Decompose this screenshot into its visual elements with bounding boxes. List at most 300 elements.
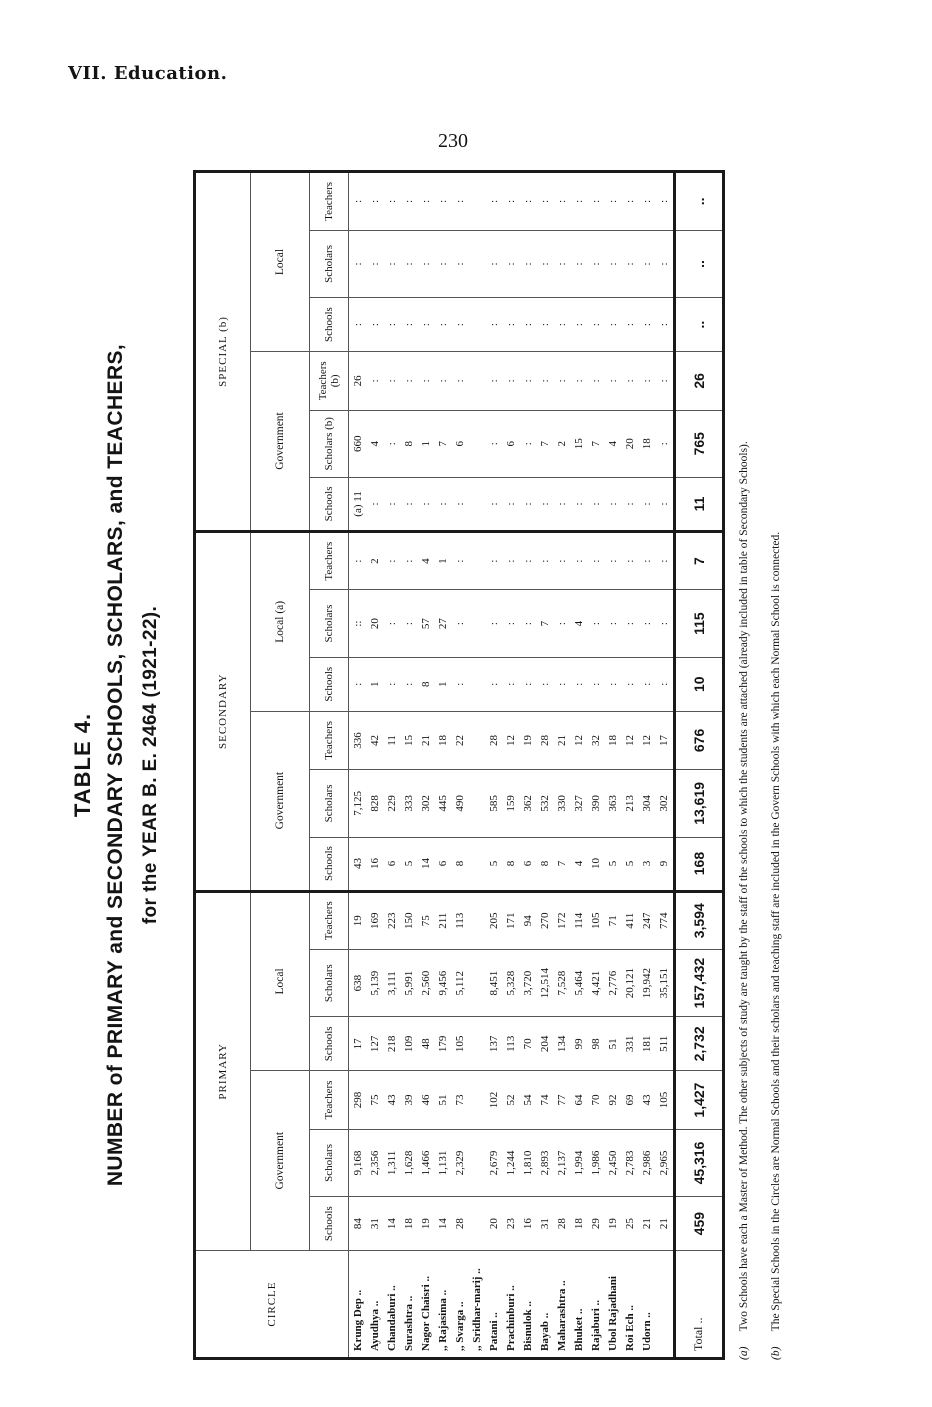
table-cell: :: [570, 657, 587, 711]
table-cell: 43: [639, 1071, 656, 1129]
table-cell: 6: [383, 837, 400, 891]
table-cell: 4: [417, 531, 434, 589]
table-cell: 1,810: [519, 1129, 536, 1196]
table-cell: 2: [553, 410, 570, 477]
table-row: [485, 172, 502, 1359]
table-cell: [468, 230, 485, 297]
table-cell: :: [605, 352, 622, 410]
table-cell: 8: [536, 837, 553, 891]
table-cell: :: [622, 477, 639, 531]
table-row: [366, 172, 383, 1359]
table-cell: :: [400, 531, 417, 589]
table-cell: 4: [570, 837, 587, 891]
table-cell: 8: [400, 410, 417, 477]
table-cell: 333: [400, 770, 417, 837]
table-cell: 31: [536, 1197, 553, 1251]
table-cell: :: [622, 230, 639, 297]
table-cell: :: [553, 298, 570, 352]
table-cell: :: [622, 298, 639, 352]
table-cell: 51: [434, 1071, 451, 1129]
table-cell: :: [570, 352, 587, 410]
table-cell: :: [605, 531, 622, 589]
table-cell: :: [519, 298, 536, 352]
table-cell: :: [570, 172, 587, 231]
footnote-b-mark: (b): [770, 1346, 782, 1360]
table-cell: :: [383, 410, 400, 477]
table-cell: :: [622, 657, 639, 711]
table-cell: :: [502, 172, 519, 231]
table-row: [536, 172, 553, 1359]
col-teachers: Teachers: [310, 891, 349, 949]
table-cell: 6: [451, 410, 468, 477]
table-cell: 7: [674, 531, 723, 589]
table-cell: 298: [349, 1071, 367, 1129]
table-cell: 54: [519, 1071, 536, 1129]
footnote-a-mark: (a): [738, 1346, 750, 1360]
table-cell: 179: [434, 1017, 451, 1071]
table-cell: 411: [622, 891, 639, 949]
table-cell: 18: [570, 1197, 587, 1251]
table-cell: 19: [519, 711, 536, 769]
table-cell: 70: [519, 1017, 536, 1071]
table-row: [553, 172, 570, 1359]
table-cell: 7,528: [553, 949, 570, 1016]
table-cell: 57: [417, 590, 434, 657]
special-government-header: Government: [251, 352, 310, 532]
table-cell: 211: [434, 891, 451, 949]
col-scholars: Scholars: [310, 590, 349, 657]
table-cell: :: [587, 352, 604, 410]
table-cell: 10: [674, 657, 723, 711]
table-cell: :: [587, 172, 604, 231]
table-cell: 16: [366, 837, 383, 891]
table-cell: :: [553, 657, 570, 711]
education-table-wrapper: [193, 170, 725, 1360]
table-cell: :: [451, 531, 468, 589]
table-cell: :: [485, 298, 502, 352]
table-cell: 1,986: [587, 1129, 604, 1196]
table-cell: 28: [451, 1197, 468, 1251]
table-cell: 12: [502, 711, 519, 769]
table-cell: :: [639, 590, 656, 657]
table-cell: 3,594: [674, 891, 723, 949]
circle-name: ,, Svarga ..: [451, 1251, 468, 1359]
table-cell: :: [519, 590, 536, 657]
table-cell: :: [570, 531, 587, 589]
table-cell: :: [366, 230, 383, 297]
table-row: [656, 172, 675, 1359]
table-cell: 172: [553, 891, 570, 949]
table-cell: 1: [434, 657, 451, 711]
table-cell: 150: [400, 891, 417, 949]
table-cell: [468, 172, 485, 231]
table-cell: 18: [434, 711, 451, 769]
table-cell: 105: [587, 891, 604, 949]
table-cell: 1,628: [400, 1129, 417, 1196]
table-cell: 490: [451, 770, 468, 837]
table-cell: 21: [639, 1197, 656, 1251]
table-row: [383, 172, 400, 1359]
table-cell: 157,432: [674, 949, 723, 1016]
table-cell: 75: [366, 1071, 383, 1129]
table-cell: 28: [536, 711, 553, 769]
circle-name: [656, 1251, 675, 1359]
table-cell: :: [587, 531, 604, 589]
table-cell: :: [587, 298, 604, 352]
table-cell: :: [502, 531, 519, 589]
col-teachers-b: Teachers (b): [310, 352, 349, 410]
primary-header: PRIMARY: [195, 891, 251, 1251]
circle-name: ,, Sridhar-marij ..: [468, 1251, 485, 1359]
table-cell: 223: [383, 891, 400, 949]
table-cell: :: [451, 230, 468, 297]
table-cell: :: [400, 298, 417, 352]
table-cell: 31: [366, 1197, 383, 1251]
table-cell: :: [656, 531, 675, 589]
table-cell: 4: [366, 410, 383, 477]
table-cell: 105: [656, 1071, 675, 1129]
table-cell: 159: [502, 770, 519, 837]
table-row: [639, 172, 656, 1359]
table-cell: ..: [674, 172, 723, 231]
table-cell: 7: [553, 837, 570, 891]
table-cell: 585: [485, 770, 502, 837]
table-cell: 114: [570, 891, 587, 949]
table-cell: :: [605, 230, 622, 297]
table-cell: :: [502, 657, 519, 711]
table-cell: :: [536, 477, 553, 531]
circle-name: Bisnulok ..: [519, 1251, 536, 1359]
table-cell: 22: [451, 711, 468, 769]
col-scholars-b: Scholars (b): [310, 410, 349, 477]
secondary-government-header: Government: [251, 711, 310, 891]
table-cell: 43: [349, 837, 367, 891]
table-cell: 390: [587, 770, 604, 837]
table-cell: 2,893: [536, 1129, 553, 1196]
table-cell: 302: [417, 770, 434, 837]
education-table: [193, 170, 725, 1360]
table-cell: 302: [656, 770, 675, 837]
col-scholars: Scholars: [310, 1129, 349, 1196]
table-cell: 9,456: [434, 949, 451, 1016]
table-cell: 14: [383, 1197, 400, 1251]
col-teachers: Teachers: [310, 711, 349, 769]
footnote-a: [738, 170, 750, 1360]
secondary-header: SECONDARY: [195, 531, 251, 891]
table-cell: 21: [656, 1197, 675, 1251]
table-cell: 16: [519, 1197, 536, 1251]
table-cell: 7: [536, 410, 553, 477]
table-row: [400, 172, 417, 1359]
table-cell: :: [434, 298, 451, 352]
table-cell: 5,139: [366, 949, 383, 1016]
col-scholars: Scholars: [310, 230, 349, 297]
table-cell: :: [400, 230, 417, 297]
table-cell: ..: [674, 230, 723, 297]
circle-name: Chandaburi ..: [383, 1251, 400, 1359]
table-row: [519, 172, 536, 1359]
table-cell: 1,994: [570, 1129, 587, 1196]
table-cell: 105: [451, 1017, 468, 1071]
table-cell: 7: [434, 410, 451, 477]
rotated-table-page: [70, 170, 790, 1360]
table-cell: [468, 657, 485, 711]
table-cell: :: [605, 657, 622, 711]
table-cell: :: [553, 531, 570, 589]
table-cell: 304: [639, 770, 656, 837]
table-cell: 45,316: [674, 1129, 723, 1196]
table-number: TABLE 4.: [70, 712, 95, 818]
table-cell: 18: [400, 1197, 417, 1251]
table-cell: :: [639, 172, 656, 231]
special-header: SPECIAL (b): [195, 172, 251, 532]
table-cell: 43: [383, 1071, 400, 1129]
circle-name: Maharashtra ..: [553, 1251, 570, 1359]
table-cell: :: [400, 657, 417, 711]
circle-name: Bayab ..: [536, 1251, 553, 1359]
table-cell: :: [434, 352, 451, 410]
circle-name: Rajaburi ..: [587, 1251, 604, 1359]
table-cell: [468, 770, 485, 837]
table-cell: 774: [656, 891, 675, 949]
table-cell: :: [553, 590, 570, 657]
table-cell: 12,514: [536, 949, 553, 1016]
table-cell: :: [383, 230, 400, 297]
table-cell: :: [519, 352, 536, 410]
table-cell: [468, 1017, 485, 1071]
table-cell: :: [366, 352, 383, 410]
table-cell: 2,776: [605, 949, 622, 1016]
table-cell: 218: [383, 1017, 400, 1071]
table-cell: :: [639, 352, 656, 410]
table-cell: [468, 1197, 485, 1251]
table-cell: 171: [502, 891, 519, 949]
table-cell: :: [434, 172, 451, 231]
table-cell: 1,244: [502, 1129, 519, 1196]
table-cell: [468, 837, 485, 891]
table-cell: :: [656, 352, 675, 410]
table-cell: 28: [485, 711, 502, 769]
table-cell: 46: [417, 1071, 434, 1129]
circle-name: Ubol Rajadhani: [605, 1251, 622, 1359]
table-cell: 20: [622, 410, 639, 477]
table-cell: 109: [400, 1017, 417, 1071]
table-cell: 127: [366, 1017, 383, 1071]
col-schools: Schools: [310, 477, 349, 531]
circle-name: Udorn ..: [639, 1251, 656, 1359]
table-cell: 21: [417, 711, 434, 769]
table-cell: :: [383, 172, 400, 231]
table-cell: :: [366, 298, 383, 352]
table-cell: [468, 410, 485, 477]
table-cell: :: [383, 590, 400, 657]
table-cell: 331: [622, 1017, 639, 1071]
table-cell: 8: [417, 657, 434, 711]
table-cell: :: [366, 477, 383, 531]
table-cell: :: [502, 477, 519, 531]
table-cell: 205: [485, 891, 502, 949]
table-cell: 26: [674, 352, 723, 410]
table-cell: 77: [553, 1071, 570, 1129]
table-cell: 511: [656, 1017, 675, 1071]
table-cell: :: [417, 477, 434, 531]
table-cell: 5: [605, 837, 622, 891]
table-row: [570, 172, 587, 1359]
table-cell: :: [553, 230, 570, 297]
table-cell: :: [656, 657, 675, 711]
table-cell: 4,421: [587, 949, 604, 1016]
table-cell: 8: [502, 837, 519, 891]
footnote-a-text: Two Schools have each a Master of Method. The other subjects of study are taught by the staff of the schools to which the students are attached (already included in table of Secondary Schools).: [738, 441, 750, 1332]
table-cell: 2,450: [605, 1129, 622, 1196]
table-cell: :: [485, 230, 502, 297]
table-cell: 23: [502, 1197, 519, 1251]
table-cell: 247: [639, 891, 656, 949]
table-cell: 5,991: [400, 949, 417, 1016]
table-cell: 11: [674, 477, 723, 531]
table-cell: :: [536, 298, 553, 352]
table-cell: 4: [570, 590, 587, 657]
table-cell: 14: [434, 1197, 451, 1251]
table-cell: :: [400, 477, 417, 531]
table-cell: [468, 949, 485, 1016]
table-cell: :: [417, 298, 434, 352]
table-cell: :: [451, 298, 468, 352]
table-cell: 2,679: [485, 1129, 502, 1196]
table-cell: 676: [674, 711, 723, 769]
circle-name: Bhuket ..: [570, 1251, 587, 1359]
table-cell: :: [656, 477, 675, 531]
table-cell: 229: [383, 770, 400, 837]
col-schools: Schools: [310, 1017, 349, 1071]
table-cell: :: [519, 477, 536, 531]
table-cell: 1,466: [417, 1129, 434, 1196]
circle-name: Krung Dep ..: [349, 1251, 367, 1359]
table-cell: 660: [349, 410, 367, 477]
table-cell: 84: [349, 1197, 367, 1251]
table-cell: 6: [519, 837, 536, 891]
table-cell: 5: [622, 837, 639, 891]
table-cell: :: [656, 172, 675, 231]
table-cell: ..: [674, 298, 723, 352]
table-cell: [468, 711, 485, 769]
table-cell: 7: [536, 590, 553, 657]
table-cell: 12: [622, 711, 639, 769]
table-cell: 1,131: [434, 1129, 451, 1196]
table-cell: :: [502, 352, 519, 410]
table-cell: 168: [674, 837, 723, 891]
table-cell: 9: [656, 837, 675, 891]
circle-name: Roi Ech ..: [622, 1251, 639, 1359]
table-cell: 70: [587, 1071, 604, 1129]
table-cell: :: [639, 657, 656, 711]
table-cell: 12: [639, 711, 656, 769]
table-row: [622, 172, 639, 1359]
table-cell: :: [536, 352, 553, 410]
table-cell: 765: [674, 410, 723, 477]
table-cell: :: [536, 172, 553, 231]
table-cell: 71: [605, 891, 622, 949]
table-cell: 5: [400, 837, 417, 891]
table-cell: 19: [349, 891, 367, 949]
table-cell: 2,783: [622, 1129, 639, 1196]
table-cell: 99: [570, 1017, 587, 1071]
table-cell: 204: [536, 1017, 553, 1071]
table-cell: 17: [656, 711, 675, 769]
table-cell: :: [451, 477, 468, 531]
table-cell: :: [519, 657, 536, 711]
footnote-b-text: The Special Schools in the Circles are Normal Schools and their scholars and teaching staff are included in the Govern Schools with which each Normal School is connected.: [770, 531, 782, 1332]
table-cell: 73: [451, 1071, 468, 1129]
col-teachers: Teachers: [310, 172, 349, 231]
table-cell: 336: [349, 711, 367, 769]
secondary-local-header: Local (a): [251, 531, 310, 711]
table-cell: 181: [639, 1017, 656, 1071]
table-cell: [468, 352, 485, 410]
table-cell: :: [485, 590, 502, 657]
col-scholars: Scholars: [310, 770, 349, 837]
table-cell: :: [587, 477, 604, 531]
table-cell: 52: [502, 1071, 519, 1129]
table-row: [587, 172, 604, 1359]
table-cell: [468, 1071, 485, 1129]
table-cell: :: [485, 172, 502, 231]
table-cell: 92: [605, 1071, 622, 1129]
table-cell: 13,619: [674, 770, 723, 837]
table-cell: 26: [349, 352, 367, 410]
table-cell: :: [536, 657, 553, 711]
table-cell: 2,356: [366, 1129, 383, 1196]
table-cell: 2,560: [417, 949, 434, 1016]
table-cell: 64: [570, 1071, 587, 1129]
table-cell: 1,311: [383, 1129, 400, 1196]
col-schools: Schools: [310, 657, 349, 711]
table-cell: :: [605, 477, 622, 531]
table-cell: 330: [553, 770, 570, 837]
table-cell: :: [349, 230, 367, 297]
table-cell: :: [400, 590, 417, 657]
table-body: [349, 172, 724, 1359]
table-cell: :: [570, 477, 587, 531]
table-cell: 3,720: [519, 949, 536, 1016]
primary-local-header: Local: [251, 891, 310, 1071]
table-cell: 51: [605, 1017, 622, 1071]
table-cell: :: [622, 590, 639, 657]
primary-government-header: Government: [251, 1071, 310, 1251]
circle-name: ,, Rajasima ..: [434, 1251, 451, 1359]
table-cell: :: [451, 352, 468, 410]
section-heading: VII. Education.: [68, 63, 228, 84]
table-cell: 445: [434, 770, 451, 837]
table-cell: 19: [417, 1197, 434, 1251]
table-cell: 4: [605, 410, 622, 477]
table-cell: 363: [605, 770, 622, 837]
table-cell: :: [485, 477, 502, 531]
table-cell: 18: [605, 711, 622, 769]
table-cell: :: [656, 230, 675, 297]
table-cell: 42: [366, 711, 383, 769]
table-cell: 2: [366, 531, 383, 589]
table-cell: 20: [485, 1197, 502, 1251]
table-row: [468, 172, 485, 1359]
table-cell: 5,328: [502, 949, 519, 1016]
table-cell: :: [349, 172, 367, 231]
table-cell: 29: [587, 1197, 604, 1251]
table-cell: 10: [587, 837, 604, 891]
col-schools: Schools: [310, 837, 349, 891]
table-cell: :: [587, 590, 604, 657]
table-cell: 98: [587, 1017, 604, 1071]
